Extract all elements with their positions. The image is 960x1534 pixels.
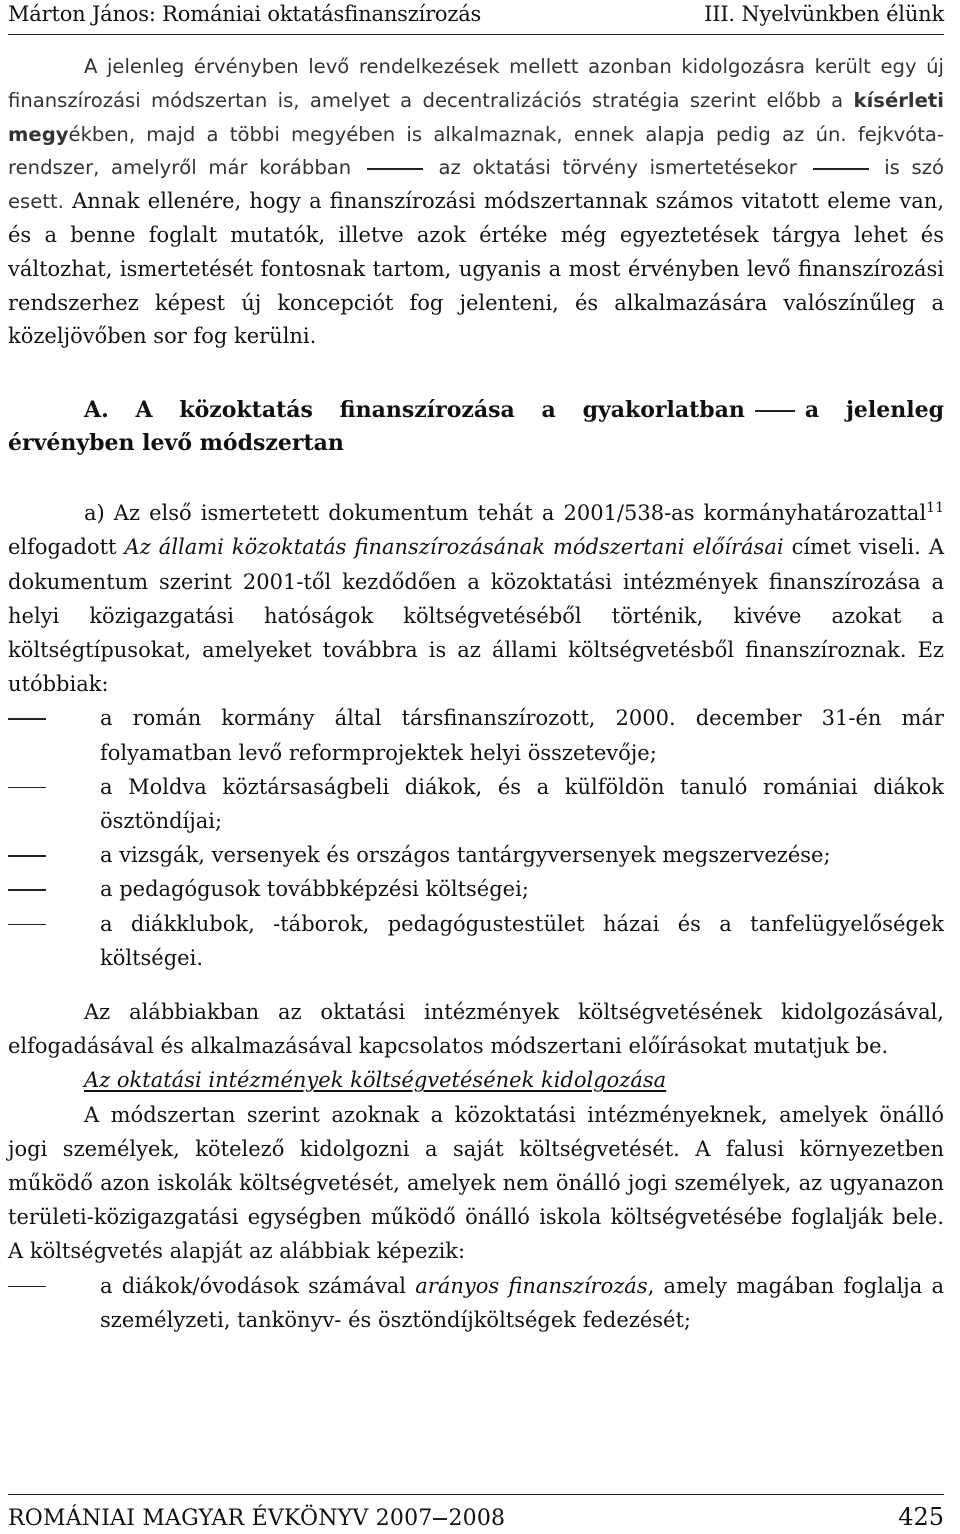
para-a-text-2: elfogadott bbox=[8, 535, 125, 560]
em-dash bbox=[367, 168, 423, 170]
intro-text-5: Annak ellenére, hogy a finanszírozási módszertannak számos vitatott eleme van, és a benne foglalt mutatók, illetve azok értéke még egyeztetések tárgya lehet és változhat, ismertetését fontosnak tartom, ugyanis a most érvényben levő finanszírozási rendszerhez képest új koncepciót fog jelenteni, és alkalmazására valószínűleg a közeljövőben sor fog kerülni. bbox=[8, 189, 944, 349]
header-author-title: Márton János: Romániai oktatásfinanszírozás bbox=[8, 2, 482, 26]
page-body bbox=[8, 50, 944, 1337]
list-item: a vizsgák, versenyek és országos tantárgyversenyek megszervezése; bbox=[100, 843, 831, 868]
cost-types-list bbox=[8, 701, 944, 975]
em-dash bbox=[813, 168, 869, 170]
paragraph-below: Az alábbiakban az oktatási intézmények költségvetésének kidolgozásával, elfogadásával és alkalmazásával kapcsolatos módszertani előírásokat mutatjuk be. bbox=[8, 1000, 944, 1059]
running-header bbox=[8, 2, 944, 35]
heading-part-1: A. A közoktatás finanszírozása a gyakorlatban bbox=[84, 397, 745, 424]
para-a-text-3: címet viseli. A dokumentum szerint 2001-től kezdődően a közoktatási intézmények finanszírozása a helyi közigazgatási hatóságok költségvetéséből történik, kivéve azokat a költségtípusokat, amelyeket továbbra is az állami költségvetésből finanszíroznak. Ez utóbbiak: bbox=[8, 535, 944, 697]
intro-text-2: ékben, majd a többi megyében is alkalmaznak, ennek alapja pedig az ún. fejkvóta-rendszer, amelyről már korábban bbox=[8, 122, 944, 180]
list-item: a diákklubok, -táborok, pedagógustestület házai és a tanfelügyelőségek költségei. bbox=[100, 911, 944, 970]
footnote-marker[interactable]: 11 bbox=[926, 500, 944, 517]
paragraph-method: A módszertan szerint azoknak a közoktatási intézményeknek, amelyek önálló jogi személyek, kötelező kidolgozni a saját költségvetését. A falusi környezetben működő azon iskolák költségvetését, amelyek nem önálló jogi személyek, az ugyanazon területi-közigazgatási egységben működő önálló iskola költségvetésébe foglalják bele. A költségvetés alapját az alábbiak képezik: bbox=[8, 1102, 944, 1264]
intro-text-1: A jelenleg érvényben levő rendelkezések mellett azonban kidolgozásra került egy új finanszírozási módszertan is, amelyet a decentralizációs stratégia szerint előbb a bbox=[8, 55, 944, 112]
page-footer bbox=[8, 1494, 944, 1531]
em-dash bbox=[433, 1518, 447, 1520]
document-title-italic: Az állami közoktatás finanszírozásának módszertani előírásai bbox=[124, 535, 784, 560]
list-item: a diákok/óvodások számával arányos finanszírozás, amely magában foglalja a személyzeti, tankönyv- és ösztöndíjköltségek fedezését; bbox=[100, 1273, 944, 1332]
subheading: Az oktatási intézmények költségvetésének kidolgozása bbox=[84, 1068, 667, 1093]
header-section-title: III. Nyelvünkben élünk bbox=[704, 2, 944, 26]
list-item: a pedagógusok továbbképzési költségei; bbox=[100, 877, 529, 902]
em-dash bbox=[755, 410, 795, 412]
intro-paragraph bbox=[8, 50, 944, 354]
section-heading bbox=[8, 394, 944, 460]
intro-text-3: az oktatási törvény ismertetésekor bbox=[426, 156, 809, 180]
footer-yearbook: ROMÁNIAI MAGYAR ÉVKÖNYV 2007 2008 bbox=[8, 1506, 506, 1531]
paragraph-a bbox=[8, 496, 944, 701]
intro-text-4: is szó esett. bbox=[8, 156, 944, 214]
proportional-financing-italic: arányos finanszírozás bbox=[415, 1273, 648, 1298]
intro-bold-term: kísérleti megy bbox=[8, 88, 944, 146]
list-item: a Moldva köztársaságbeli diákok, és a külföldön tanuló romániai diákok ösztöndíjai; bbox=[100, 774, 944, 833]
heading-part-2: a jelenleg érvényben levő módszertan bbox=[8, 397, 944, 457]
page-number: 425 bbox=[898, 1503, 944, 1531]
para-a-text-1: a) Az első ismertetett dokumentum tehát a 2001/538-as kormányhatározattal bbox=[84, 501, 927, 526]
list-item: a román kormány által társfinanszírozott, 2000. december 31-én már folyamatban levő reformprojektek helyi összetevője; bbox=[100, 706, 944, 765]
